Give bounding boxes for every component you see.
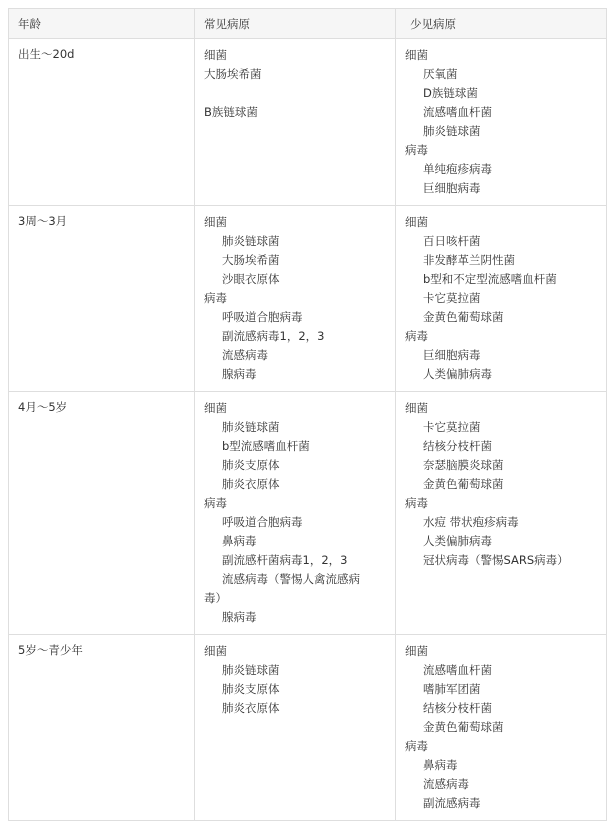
pathogen-category: 病毒 (204, 496, 227, 510)
pathogen-item: 副流感杆菌病毒1，2，3 (222, 553, 348, 567)
header-rare-pathogens: 少见病原 (396, 9, 607, 39)
header-age: 年龄 (9, 9, 195, 39)
pathogen-item: 流感嗜血杆菌 (423, 105, 492, 119)
pathogen-item: 呼吸道合胞病毒 (222, 515, 303, 529)
pathogen-item: 鼻病毒 (222, 534, 257, 548)
pathogen-item: 人类偏肺病毒 (423, 534, 492, 548)
pathogen-item: 结核分枝杆菌 (423, 701, 492, 715)
pathogen-item: 卡它莫拉菌 (423, 420, 481, 434)
pathogen-item: 冠状病毒（警惕SARS病毒） (423, 553, 569, 567)
pathogen-item: 流感病毒 (222, 348, 268, 362)
pathogen-item: 肺炎链球菌 (222, 663, 280, 677)
pathogen-item: 巨细胞病毒 (423, 181, 481, 195)
rare-pathogens-cell (396, 39, 607, 206)
pathogen-category: 病毒 (204, 291, 227, 305)
pathogen-category: 细菌 (204, 48, 227, 62)
pathogen-item: 厌氧菌 (423, 67, 458, 81)
pathogen-item: 呼吸道合胞病毒 (222, 310, 303, 324)
rare-pathogens-cell (396, 635, 607, 821)
table-body (9, 39, 607, 821)
rare-pathogens-cell (396, 206, 607, 392)
pathogen-item: b型流感嗜血杆菌 (222, 439, 310, 453)
pathogen-item: 巨细胞病毒 (423, 348, 481, 362)
pathogen-category: 细菌 (204, 401, 227, 415)
pathogen-category: 毒） (204, 591, 227, 605)
pathogen-category: 细菌 (405, 48, 428, 62)
pathogen-item: 单纯疱疹病毒 (423, 162, 492, 176)
pathogen-item: 金黄色葡萄球菌 (423, 720, 504, 734)
pathogen-item: 人类偏肺病毒 (423, 367, 492, 381)
pathogen-category: 病毒 (405, 329, 428, 343)
pathogen-item: 奈瑟脑膜炎球菌 (423, 458, 504, 472)
pathogen-item: 腺病毒 (222, 610, 257, 624)
pathogen-item: 金黄色葡萄球菌 (423, 477, 504, 491)
pathogen-category: 细菌 (405, 644, 428, 658)
pathogen-item: 非发酵革兰阴性菌 (423, 253, 515, 267)
table-row (9, 635, 607, 821)
table-row (9, 39, 607, 206)
common-pathogens-cell (195, 39, 396, 206)
pathogen-item: 腺病毒 (222, 367, 257, 381)
pathogen-item: 水痘 带状疱疹病毒 (423, 515, 519, 529)
header-common-pathogens: 常见病原 (195, 9, 396, 39)
pathogen-item: 沙眼衣原体 (222, 272, 280, 286)
pathogen-category: 病毒 (405, 496, 428, 510)
pathogen-item: 肺炎链球菌 (423, 124, 481, 138)
age-cell: 4月～5岁 (9, 392, 195, 635)
pathogen-table (8, 8, 607, 821)
pathogen-item: 流感病毒（警惕人禽流感病 (222, 572, 360, 586)
pathogen-category: 细菌 (204, 215, 227, 229)
common-pathogens-cell (195, 392, 396, 635)
pathogen-item: b型和不定型流感嗜血杆菌 (423, 272, 557, 286)
rare-pathogens-cell (396, 392, 607, 635)
age-cell: 出生～20d (9, 39, 195, 206)
pathogen-item: 鼻病毒 (423, 758, 458, 772)
pathogen-item: 肺炎衣原体 (222, 701, 280, 715)
pathogen-item: 嗜肺军团菌 (423, 682, 481, 696)
pathogen-category: 细菌 (204, 644, 227, 658)
pathogen-item: 副流感病毒 (423, 796, 481, 810)
pathogen-category: 病毒 (405, 143, 428, 157)
pathogen-item: 流感嗜血杆菌 (423, 663, 492, 677)
pathogen-category: B族链球菌 (204, 105, 258, 119)
pathogen-item: 大肠埃希菌 (222, 253, 280, 267)
pathogen-item: 肺炎支原体 (222, 682, 280, 696)
pathogen-item: D族链球菌 (423, 86, 478, 100)
pathogen-item: 百日咳杆菌 (423, 234, 481, 248)
pathogen-item: 肺炎支原体 (222, 458, 280, 472)
age-cell: 3周～3月 (9, 206, 195, 392)
pathogen-category: 病毒 (405, 739, 428, 753)
pathogen-item: 金黄色葡萄球菌 (423, 310, 504, 324)
pathogen-item: 肺炎链球菌 (222, 420, 280, 434)
pathogen-category (204, 84, 386, 103)
table-row (9, 206, 607, 392)
pathogen-item: 流感病毒 (423, 777, 469, 791)
pathogen-category: 大肠埃希菌 (204, 67, 262, 81)
table-row (9, 392, 607, 635)
pathogen-item: 副流感病毒1，2，3 (222, 329, 325, 343)
pathogen-item: 卡它莫拉菌 (423, 291, 481, 305)
common-pathogens-cell (195, 635, 396, 821)
header-row (9, 9, 607, 39)
pathogen-item: 结核分枝杆菌 (423, 439, 492, 453)
pathogen-category: 细菌 (405, 215, 428, 229)
pathogen-item: 肺炎链球菌 (222, 234, 280, 248)
pathogen-category: 细菌 (405, 401, 428, 415)
pathogen-item: 肺炎衣原体 (222, 477, 280, 491)
age-cell: 5岁～青少年 (9, 635, 195, 821)
common-pathogens-cell (195, 206, 396, 392)
